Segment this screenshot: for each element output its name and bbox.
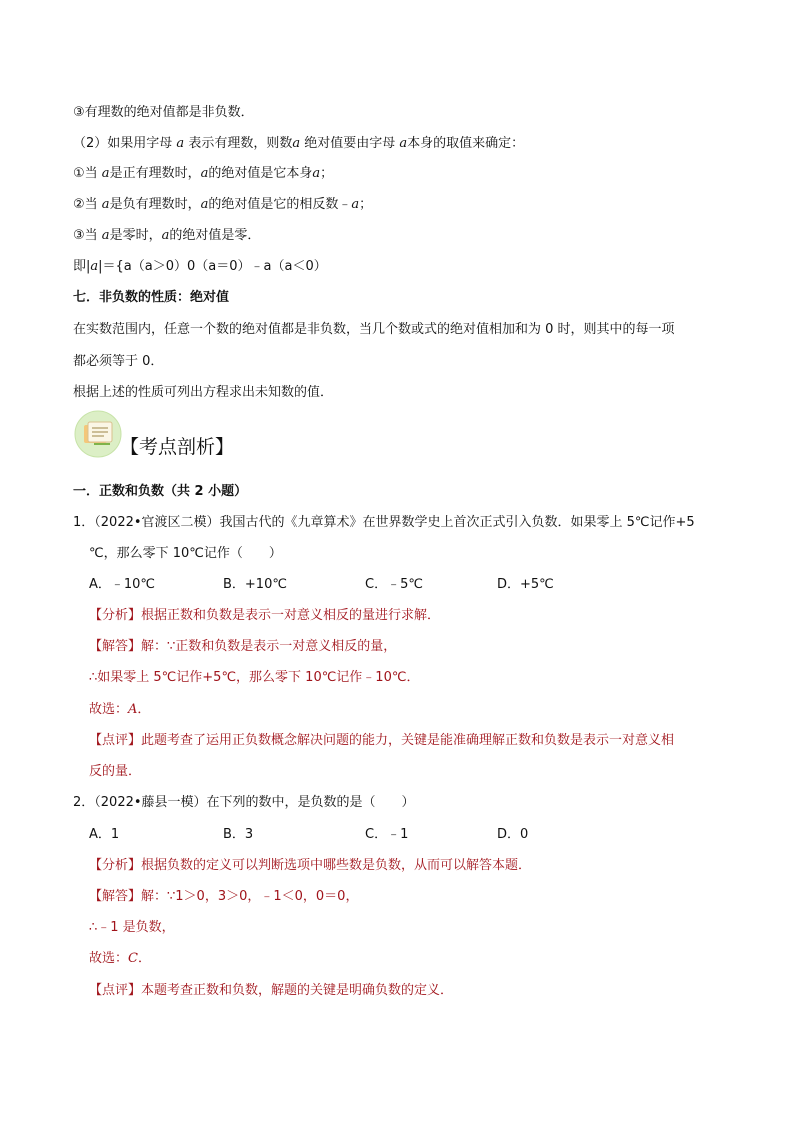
document-icon <box>74 410 122 458</box>
text-span: 是负有理数时， <box>109 197 201 212</box>
part2-intro-line <box>73 134 524 154</box>
nonneg-property-line: ③有理数的绝对值都是非负数． <box>73 105 254 120</box>
text-span: 表示有理数，则数 <box>188 136 293 151</box>
case2-line <box>73 195 372 215</box>
text-span: ． <box>137 951 151 966</box>
text-span: 的绝对值是它的相反数﹣ <box>208 197 352 212</box>
q1-answer-line1: 【解答】解：∵正数和负数是表示一对意义相反的量， <box>89 639 397 654</box>
section7-paragraph-line1: 在实数范围内，任意一个数的绝对值都是非负数，当几个数或式的绝对值相加和为 0 时，则其中的每一项 <box>73 322 675 337</box>
q1-answer-line2: ∴如果零上 5℃记作+5℃，那么零下 10℃记作﹣10℃． <box>89 670 420 685</box>
variable-a: a <box>200 166 209 181</box>
variable-a: a <box>399 136 408 151</box>
section7-paragraph-line2: 都必须等于 0． <box>73 354 164 369</box>
variable-a: a <box>292 136 301 151</box>
text-span: （2）如果用字母 <box>73 136 173 151</box>
q2-option-d: D．0 <box>497 827 529 842</box>
case1-line <box>73 164 333 184</box>
text-span: 本身的取值来确定： <box>407 136 525 151</box>
text-span: ． <box>137 702 151 717</box>
q2-option-a: A．1 <box>89 827 120 842</box>
q2-answer-line2: ∴﹣1 是负数， <box>89 920 175 935</box>
q2-analysis: 【分析】根据负数的定义可以判断选项中哪些数是负数，从而可以解答本题． <box>89 858 532 873</box>
text-span: 的绝对值是它本身 <box>208 166 313 181</box>
q1-choice <box>89 700 150 720</box>
q1-option-a: A．﹣10℃ <box>89 577 156 592</box>
q1-comment-line1: 【点评】此题考查了运用正负数概念解决问题的能力，关键是能准确理解正数和负数是表示一对意义相 <box>89 733 675 748</box>
question1-stem-line2: ℃，那么零下 10℃记作（ ） <box>89 546 282 561</box>
q1-analysis: 【分析】根据正数和负数是表示一对意义相反的量进行求解． <box>89 608 441 623</box>
q2-option-c: C．﹣1 <box>365 827 409 842</box>
text-span: 的绝对值是零． <box>169 228 261 243</box>
q1-comment-line2: 反的量． <box>89 764 142 779</box>
variable-a: a <box>312 166 321 181</box>
section7-heading: 七．非负数的性质：绝对值 <box>73 290 230 305</box>
variable-a: a <box>200 197 209 212</box>
text-span: ； <box>359 197 373 212</box>
text-span: ； <box>320 166 334 181</box>
q1-option-b: B．+10℃ <box>223 577 287 592</box>
variable-a: a <box>101 228 110 243</box>
text-span: ③当 <box>73 228 98 243</box>
question2-stem: 2．（2022•藤县一模）在下列的数中，是负数的是（ ） <box>73 795 415 810</box>
q2-answer-line1: 【解答】解：∵1＞0，3＞0，﹣1＜0，0＝0， <box>89 889 359 904</box>
q2-choice <box>89 949 151 969</box>
question1-stem-line1: 1．（2022•官渡区二模）我国古代的《九章算术》在世界数学史上首次正式引入负数．如果零上 5℃记作+5 <box>73 515 695 530</box>
section-banner-title: 【考点剖析】 <box>120 436 235 458</box>
q2-option-b: B．3 <box>223 827 254 842</box>
variable-a: a <box>90 259 99 274</box>
choice-letter: C <box>128 951 138 966</box>
text-span: 是零时， <box>109 228 162 243</box>
text-span: 故选： <box>89 702 129 717</box>
section1-heading: 一．正数和负数（共 2 小题） <box>73 484 248 499</box>
text-span: ①当 <box>73 166 98 181</box>
absolute-value-formula <box>73 257 327 277</box>
choice-letter: A <box>128 702 138 717</box>
q1-option-d: D．+5℃ <box>497 577 554 592</box>
variable-a: a <box>101 197 110 212</box>
q2-comment: 【点评】本题考查正数和负数，解题的关键是明确负数的定义． <box>89 983 454 998</box>
variable-a: a <box>176 136 185 151</box>
text-span: |＝{a（a＞0）0（a＝0）﹣a（a＜0） <box>98 259 327 274</box>
q1-option-c: C．﹣5℃ <box>365 577 423 592</box>
section7-paragraph-line3: 根据上述的性质可列出方程求出未知数的值． <box>73 385 334 400</box>
variable-a: a <box>351 197 360 212</box>
text-span: 绝对值要由字母 <box>300 136 396 151</box>
text-span: 是正有理数时， <box>109 166 201 181</box>
text-span: 故选： <box>89 951 129 966</box>
text-span: 即| <box>73 259 91 274</box>
variable-a: a <box>101 166 110 181</box>
variable-a: a <box>161 228 170 243</box>
text-span: ②当 <box>73 197 98 212</box>
case3-line <box>73 226 260 246</box>
